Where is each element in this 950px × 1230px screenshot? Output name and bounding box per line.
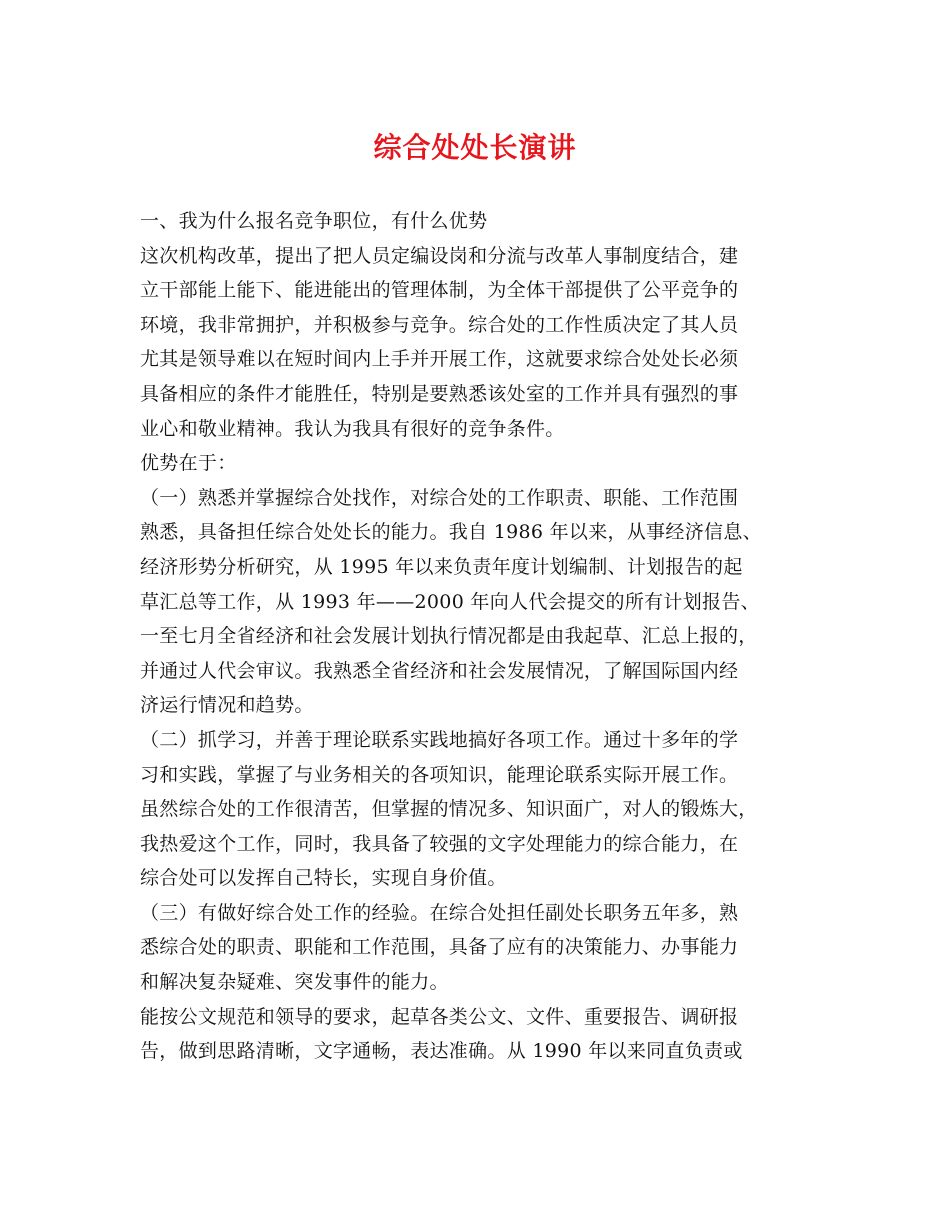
body-line: 尤其是领导难以在短时间内上手并开展工作，这就要求综合处处长必须 — [140, 348, 739, 371]
body-line: （二）抓学习，并善于理论联系实践地搞好各项工作。通过十多年的学 — [140, 728, 739, 751]
body-line: 和解决复杂疑难、突发事件的能力。 — [140, 971, 449, 994]
body-line: 具备相应的条件才能胜任，特别是要熟悉该处室的工作并具有强烈的事 — [140, 382, 739, 405]
body-line: 能按公文规范和领导的要求，起草各类公文、文件、重要报告、调研报 — [140, 1005, 739, 1028]
body-line: 综合处可以发挥自己特长，实现自身价值。 — [140, 867, 507, 890]
body-line: 并通过人代会审议。我熟悉全省经济和社会发展情况，了解国际国内经 — [140, 659, 739, 682]
body-line: 熟悉，具备担任综合处处长的能力。我自 1986 年以来，从事经济信息、 — [140, 521, 762, 544]
body-line: 环境，我非常拥护，并积极参与竞争。综合处的工作性质决定了其人员 — [140, 313, 739, 336]
body-line: 草汇总等工作，从 1993 年——2000 年向人代会提交的所有计划报告、 — [140, 590, 760, 613]
body-line: 一、我为什么报名竞争职位，有什么优势 — [140, 210, 488, 232]
body-line: 我热爱这个工作，同时，我具备了较强的文字处理能力的综合能力，在 — [140, 832, 739, 855]
body-line: 这次机构改革，提出了把人员定编设岗和分流与改革人事制度结合，建 — [140, 244, 739, 267]
body-line: （一）熟悉并掌握综合处找作，对综合处的工作职责、职能、工作范围 — [140, 486, 739, 509]
document-body — [140, 204, 820, 1069]
body-line: 业心和敬业精神。我认为我具有很好的竞争条件。 — [140, 417, 565, 440]
body-line: 习和实践，掌握了与业务相关的各项知识，能理论联系实际开展工作。 — [140, 763, 739, 786]
body-line: 一至七月全省经济和社会发展计划执行情况都是由我起草、汇总上报的， — [140, 625, 758, 648]
body-line: 优势在于： — [140, 452, 237, 475]
document-title: 综合处处长演讲 — [373, 131, 577, 164]
body-line: 立干部能上能下、能进能出的管理体制，为全体干部提供了公平竞争的 — [140, 279, 739, 302]
body-line: 告，做到思路清晰，文字通畅，表达准确。从 1990 年以来同直负责或 — [140, 1040, 743, 1063]
body-line: 济运行情况和趋势。 — [140, 694, 314, 717]
body-line: （三）有做好综合处工作的经验。在综合处担任副处长职务五年多，熟 — [140, 901, 739, 924]
body-line: 悉综合处的职责、职能和工作范围，具备了应有的决策能力、办事能力 — [140, 936, 739, 959]
body-line: 虽然综合处的工作很清苦，但掌握的情况多、知识面广，对人的锻炼大， — [140, 798, 758, 821]
body-line: 经济形势分析研究，从 1995 年以来负责年度计划编制、计划报告的起 — [140, 555, 743, 578]
